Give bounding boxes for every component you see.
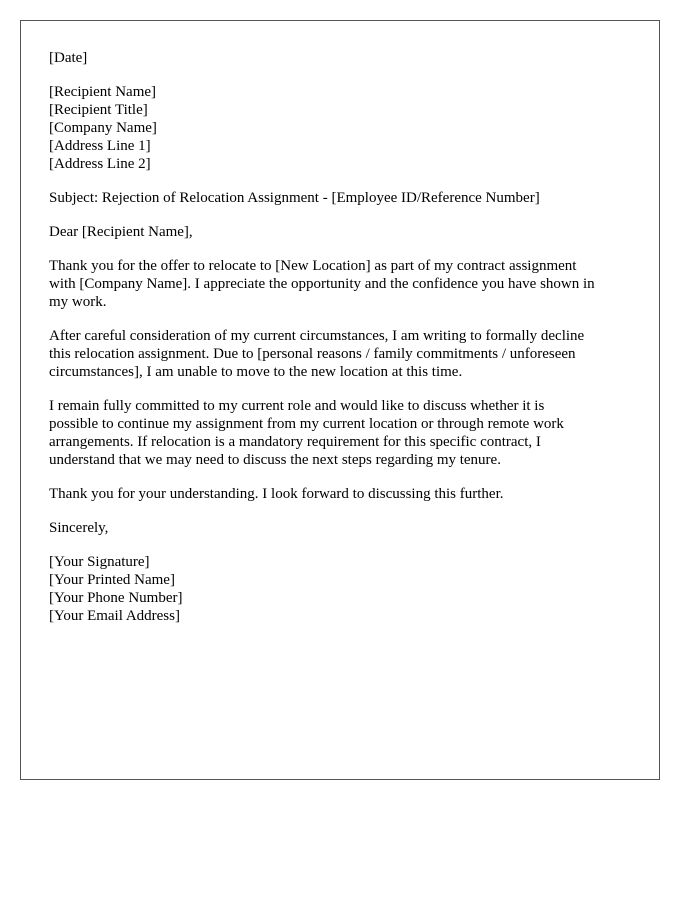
address-line-1: [Address Line 1] bbox=[49, 138, 151, 154]
text-line: Thank you for your understanding. I look forward to discussing this further. bbox=[49, 486, 504, 502]
recipient-name: [Recipient Name] bbox=[49, 84, 157, 100]
phone-number: [Your Phone Number] bbox=[49, 590, 183, 606]
text-line: understand that we may need to discuss the next steps regarding my tenure. bbox=[49, 452, 501, 468]
paragraph-4 bbox=[49, 485, 649, 503]
text-line: After careful consideration of my current circumstances, I am writing to formally decline bbox=[49, 328, 585, 344]
signature: [Your Signature] bbox=[49, 554, 150, 570]
date: [Date] bbox=[49, 50, 88, 66]
text-line: arrangements. If relocation is a mandatory requirement for this specific contract, I bbox=[49, 434, 541, 450]
paragraph-3 bbox=[49, 397, 649, 469]
subject-line: Subject: Rejection of Relocation Assignment - [Employee ID/Reference Number] bbox=[49, 190, 540, 206]
closing: Sincerely, bbox=[49, 520, 109, 536]
signature-block bbox=[49, 553, 649, 625]
text-line: Thank you for the offer to relocate to [New Location] as part of my contract assignment bbox=[49, 258, 577, 274]
salutation: Dear [Recipient Name], bbox=[49, 224, 193, 240]
recipient-title: [Recipient Title] bbox=[49, 102, 148, 118]
email-address: [Your Email Address] bbox=[49, 608, 180, 624]
text-line: with [Company Name]. I appreciate the opportunity and the confidence you have shown in bbox=[49, 276, 595, 292]
recipient-block bbox=[49, 83, 649, 173]
text-line: I remain fully committed to my current role and would like to discuss whether it is bbox=[49, 398, 545, 414]
text-line: my work. bbox=[49, 294, 107, 310]
text-line: this relocation assignment. Due to [personal reasons / family commitments / unforeseen bbox=[49, 346, 576, 362]
text-line: circumstances], I am unable to move to the new location at this time. bbox=[49, 364, 463, 380]
letter-page bbox=[20, 20, 660, 780]
paragraph-1 bbox=[49, 257, 649, 311]
letter-body bbox=[49, 49, 649, 641]
printed-name: [Your Printed Name] bbox=[49, 572, 175, 588]
paragraph-2 bbox=[49, 327, 649, 381]
address-line-2: [Address Line 2] bbox=[49, 156, 151, 172]
company-name: [Company Name] bbox=[49, 120, 157, 136]
text-line: possible to continue my assignment from my current location or through remote work bbox=[49, 416, 564, 432]
